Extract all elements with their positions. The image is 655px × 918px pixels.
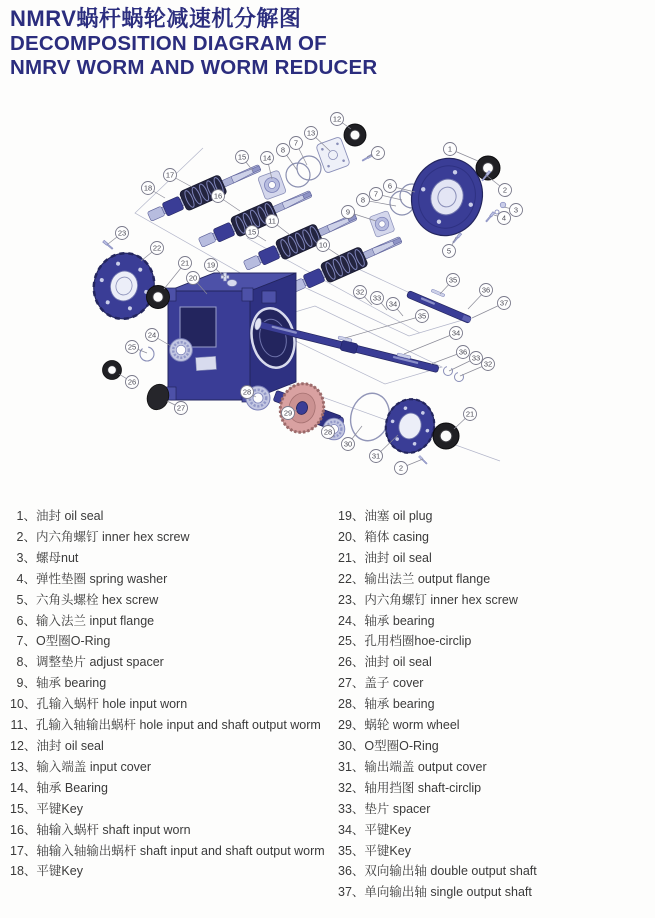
part-number: 10、 (10, 697, 37, 712)
parts-list-item (10, 673, 332, 694)
part-label: 油封 oil seal (36, 509, 104, 523)
part-label: 蜗轮 worm wheel (364, 718, 460, 733)
part-label: 油封 oil seal (364, 550, 432, 565)
o-ring-part (297, 156, 321, 180)
svg-text:9: 9 (345, 207, 351, 217)
part-label: 输入法兰 input flange (36, 613, 155, 628)
svg-text:4: 4 (501, 213, 507, 223)
part-number: 37、 (338, 885, 365, 900)
svg-text:24: 24 (147, 330, 157, 340)
key-part (431, 289, 445, 297)
part-number: 33、 (338, 801, 365, 816)
output-flange-part (86, 243, 162, 325)
title-block (10, 5, 377, 80)
hex-screw-part (485, 212, 495, 223)
parts-list-item (10, 736, 332, 757)
svg-text:34: 34 (388, 299, 398, 309)
svg-text:32: 32 (355, 287, 365, 297)
svg-text:12: 12 (332, 114, 342, 124)
part-number: 23、 (338, 592, 365, 607)
part-number: 13、 (10, 759, 37, 774)
svg-text:34: 34 (451, 328, 461, 338)
callout-37 (472, 297, 511, 319)
parts-list-item (10, 778, 332, 799)
oil-seal-part (433, 423, 459, 449)
part-label: 平键Key (364, 843, 411, 858)
part-label: 平键Key (36, 864, 83, 879)
page-title-en-2: NMRV WORM AND WORM REDUCER (10, 56, 378, 79)
parts-list-item (338, 590, 650, 611)
parts-list-item (10, 611, 332, 632)
svg-text:25: 25 (127, 342, 137, 352)
part-label: O型圈O-Ring (36, 634, 111, 649)
callout-25 (126, 341, 148, 354)
svg-text:2: 2 (398, 463, 404, 473)
part-number: 21、 (338, 550, 365, 565)
svg-text:18: 18 (143, 183, 153, 193)
callout-34 (404, 327, 463, 355)
svg-text:31: 31 (371, 451, 381, 461)
callout-10 (317, 239, 342, 258)
svg-text:32: 32 (483, 359, 493, 369)
page-title-zh: NMRV蜗杆蜗轮减速机分解图 (10, 6, 302, 31)
callout-2 (486, 175, 512, 197)
svg-text:8: 8 (360, 195, 366, 205)
part-label: 轴用挡图 shaft-circlip (364, 780, 482, 795)
callout-26 (119, 374, 139, 389)
parts-list-item (10, 861, 332, 882)
part-number: 5、 (16, 592, 36, 607)
callout-21 (454, 408, 477, 430)
svg-text:19: 19 (206, 260, 216, 270)
part-label: 轴承 bearing (36, 676, 107, 691)
part-label: 孔输入蜗杆 hole input worn (36, 697, 188, 712)
svg-text:5: 5 (446, 246, 452, 256)
callout-6 (384, 180, 416, 193)
parts-list-item (10, 799, 332, 820)
part-label: 盖子 cover (364, 676, 424, 691)
oil-seal-part (147, 286, 170, 309)
page-title-en-1: DECOMPOSITION DIAGRAM OF (10, 32, 327, 55)
parts-list-item (10, 527, 332, 548)
svg-text:2: 2 (375, 148, 381, 158)
parts-list-left (10, 506, 332, 882)
bearing-part (170, 339, 193, 362)
parts-list-item (338, 631, 650, 652)
part-label: 螺母nut (36, 550, 79, 565)
part-number: 6、 (16, 613, 36, 628)
part-label: 弹性垫圈 spring washer (36, 571, 168, 586)
circlip-part (140, 347, 154, 361)
part-label: 油封 oil seal (36, 738, 104, 753)
part-number: 35、 (338, 843, 365, 858)
part-number: 8、 (16, 655, 36, 670)
callout-28 (322, 426, 335, 439)
part-number: 32、 (338, 780, 365, 795)
parts-list-item (10, 631, 332, 652)
part-number: 4、 (16, 571, 36, 586)
part-number: 3、 (16, 550, 36, 565)
part-label: 调整垫片 adjust spacer (36, 655, 164, 670)
exploded-diagram (0, 95, 655, 507)
part-label: 内六角螺钉 inner hex screw (36, 529, 190, 544)
svg-text:33: 33 (372, 293, 382, 303)
svg-text:20: 20 (188, 273, 198, 283)
part-number: 27、 (338, 676, 365, 691)
part-number: 17、 (10, 843, 37, 858)
parts-list-item (338, 715, 650, 736)
part-label: 轴输入蜗杆 shaft input worn (36, 822, 191, 837)
svg-text:27: 27 (176, 403, 186, 413)
svg-text:1: 1 (447, 144, 453, 154)
svg-text:29: 29 (283, 408, 293, 418)
parts-list-item (10, 841, 332, 862)
part-label: 平键Key (36, 801, 83, 816)
callout-35 (440, 274, 460, 295)
svg-text:22: 22 (152, 243, 162, 253)
svg-text:26: 26 (127, 377, 137, 387)
svg-text:35: 35 (448, 275, 458, 285)
adjust-spacer-part (286, 163, 310, 187)
input-bearing-part (258, 170, 287, 200)
parts-list-item (338, 820, 650, 841)
shaft-circlip-part (444, 367, 453, 376)
parts-list-item (338, 506, 650, 527)
part-number: 34、 (338, 822, 365, 837)
svg-text:3: 3 (513, 205, 519, 215)
part-label: 输出法兰 output flange (364, 571, 491, 586)
parts-list-item (338, 861, 650, 882)
part-number: 16、 (10, 822, 37, 837)
svg-text:8: 8 (280, 145, 286, 155)
callout-32 (354, 286, 373, 306)
casing-part (165, 273, 300, 402)
part-label: 输出端盖 output cover (364, 759, 487, 774)
part-number: 28、 (338, 697, 365, 712)
callout-36 (468, 284, 493, 310)
part-label: 平键Key (364, 822, 411, 837)
callout-15 (236, 151, 254, 172)
parts-list-item (338, 778, 650, 799)
part-label: 轴承 Bearing (36, 780, 108, 795)
part-label: 垫片 spacer (364, 801, 431, 816)
bearing-part (369, 210, 395, 237)
part-number: 36、 (338, 864, 365, 879)
part-number: 30、 (338, 738, 365, 753)
part-label: 箱体 casing (364, 529, 430, 544)
part-number: 19、 (338, 509, 365, 523)
part-number: 15、 (10, 801, 37, 816)
part-number: 12、 (10, 738, 37, 753)
svg-text:23: 23 (117, 228, 127, 238)
spring-washer-part (495, 210, 499, 214)
callout-4 (494, 212, 511, 225)
svg-text:37: 37 (499, 298, 509, 308)
inner-hex-screw-part (103, 240, 114, 250)
parts-list-item (10, 652, 332, 673)
parts-list-item (338, 548, 650, 569)
part-label: O型圈O-Ring (364, 738, 439, 753)
parts-list-right (338, 506, 650, 903)
part-number: 20、 (338, 529, 365, 544)
parts-list-item (338, 527, 650, 548)
svg-text:13: 13 (306, 128, 316, 138)
parts-list-item (10, 590, 332, 611)
callout-22 (141, 242, 164, 262)
part-label: 油塞 oil plug (364, 509, 433, 523)
svg-text:15: 15 (237, 152, 247, 162)
svg-text:7: 7 (293, 138, 299, 148)
parts-list-item (10, 715, 332, 736)
parts-list-item (338, 882, 650, 903)
parts-list-item (10, 506, 332, 527)
callout-23 (108, 227, 129, 245)
svg-text:21: 21 (465, 409, 475, 419)
svg-text:36: 36 (481, 285, 491, 295)
part-label: 轴承 bearing (364, 697, 435, 712)
part-label: 六角头螺栓 hex screw (36, 592, 159, 607)
part-number: 14、 (10, 780, 37, 795)
callout-2 (395, 459, 424, 475)
oil-seal-part (103, 361, 122, 380)
parts-list-item (10, 569, 332, 590)
part-number: 29、 (338, 718, 365, 733)
part-number: 25、 (338, 634, 365, 649)
parts-list-item (338, 694, 650, 715)
svg-text:28: 28 (242, 387, 252, 397)
svg-text:28: 28 (323, 427, 333, 437)
svg-text:33: 33 (471, 353, 481, 363)
parts-list-item (10, 694, 332, 715)
part-number: 2、 (16, 529, 36, 544)
part-label: 内六角螺钉 inner hex screw (364, 592, 518, 607)
parts-list-item (10, 820, 332, 841)
output-cover-part (380, 394, 440, 459)
svg-text:16: 16 (213, 191, 223, 201)
part-number: 7、 (16, 634, 36, 649)
part-label: 孔输入轴输出蜗杆 hole input and shaft output worm (36, 718, 321, 733)
callout-11 (266, 215, 291, 236)
parts-list-item (338, 652, 650, 673)
parts-list-item (338, 799, 650, 820)
part-label: 单向输出轴 single output shaft (364, 885, 532, 900)
parts-list-item (338, 569, 650, 590)
parts-list-item (10, 757, 332, 778)
svg-text:2: 2 (502, 185, 508, 195)
svg-text:36: 36 (458, 347, 468, 357)
parts-list-item (338, 611, 650, 632)
svg-text:30: 30 (343, 439, 353, 449)
part-label: 双向输出轴 double output shaft (364, 864, 537, 879)
spacer-part (455, 373, 464, 382)
part-number: 26、 (338, 655, 365, 670)
svg-text:7: 7 (373, 189, 379, 199)
oil-seal-part (344, 124, 366, 146)
svg-text:15: 15 (247, 227, 257, 237)
part-label: 输入端盖 input cover (36, 759, 152, 774)
callout-7 (290, 137, 308, 166)
part-label: 油封 oil seal (364, 655, 432, 670)
svg-text:6: 6 (387, 181, 393, 191)
svg-text:35: 35 (417, 311, 427, 321)
part-number: 1、 (16, 509, 36, 523)
callout-36 (431, 346, 470, 365)
part-number: 18、 (10, 864, 37, 879)
callout-24 (146, 329, 172, 347)
svg-text:11: 11 (268, 216, 276, 226)
parts-list-item (338, 736, 650, 757)
part-number: 11、 (10, 718, 36, 733)
part-number: 22、 (338, 571, 365, 586)
part-number: 9、 (16, 676, 36, 691)
part-number: 24、 (338, 613, 365, 628)
callout-12 (331, 113, 352, 130)
svg-text:21: 21 (180, 258, 190, 268)
svg-text:14: 14 (262, 153, 272, 163)
parts-list-item (338, 673, 650, 694)
callout-27 (167, 401, 188, 415)
svg-text:10: 10 (318, 240, 328, 250)
parts-list-item (338, 841, 650, 862)
parts-list-item (338, 757, 650, 778)
part-number: 31、 (338, 759, 365, 774)
part-label: 轴承 bearing (364, 613, 435, 628)
part-label: 孔用档圈hoe-circlip (364, 634, 472, 649)
callout-34 (387, 298, 404, 317)
parts-list-item (10, 548, 332, 569)
part-label: 轴输入轴输出蜗杆 shaft input and shaft output worm (36, 843, 325, 858)
callout-17 (164, 169, 193, 188)
svg-text:17: 17 (165, 170, 175, 180)
